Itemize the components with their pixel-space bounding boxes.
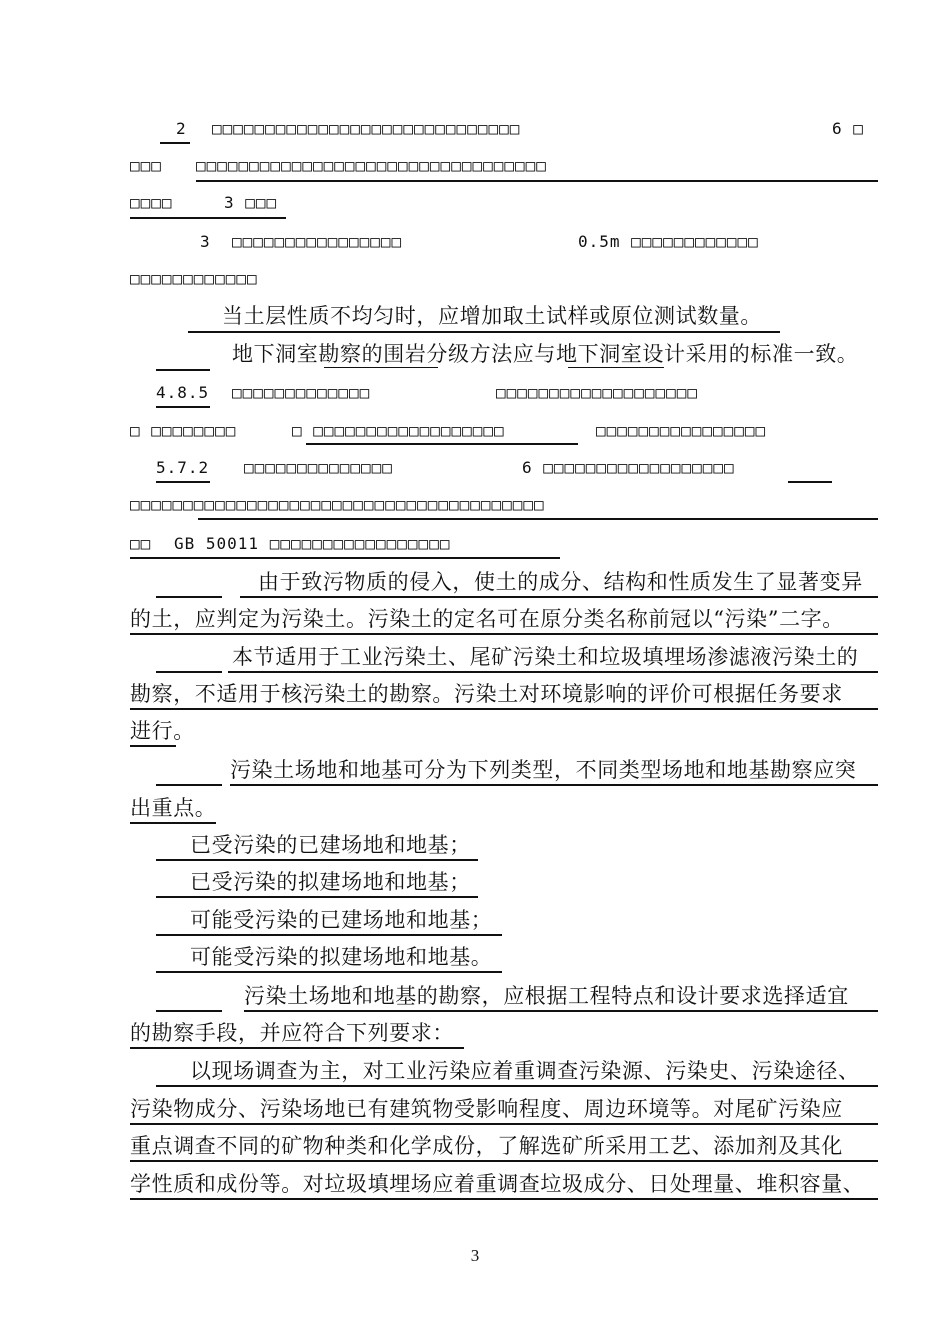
line-13-text: 由于致污物质的侵入，使土的成分、结构和性质发生了显著变异	[258, 570, 863, 594]
underline	[244, 1010, 878, 1012]
line-5-text: □□□□□□□□□□□□	[130, 269, 258, 288]
line-10-number: 5.7.2	[156, 458, 210, 477]
underline	[156, 406, 210, 408]
line-2-text: □□□□□□□□□□□□□□□□□□□□□□□□□□□□□□□□□	[196, 156, 547, 175]
underline	[130, 1047, 464, 1049]
underline	[130, 822, 216, 824]
underline	[240, 596, 878, 598]
underline	[188, 331, 780, 333]
line-8-number: 4.8.5	[156, 383, 210, 402]
line-3-text: 3 □□□	[224, 193, 278, 212]
underline	[156, 1010, 222, 1012]
line-1-text: □□□□□□□□□□□□□□□□□□□□□□□□□□□□□	[212, 119, 521, 138]
line-28-text: 重点调查不同的矿物种类和化学成份，了解选矿所采用工艺、添加剂及其化	[130, 1134, 843, 1158]
line-11-text: □□□□□□□□□□□□□□□□□□□□□□□□□□□□□□□□□□□□□□□	[130, 495, 545, 514]
underline	[324, 367, 438, 368]
underline	[156, 859, 478, 861]
line-12-text: GB 50011 □□□□□□□□□□□□□□□□□	[174, 534, 451, 553]
line-4-tail: 0.5m □□□□□□□□□□□□	[578, 232, 759, 251]
line-17-text: 进行。	[130, 719, 195, 743]
underline	[130, 557, 560, 559]
underline	[130, 1123, 878, 1125]
underline	[196, 180, 878, 182]
line-4-number: 3	[200, 232, 211, 251]
list-item: 已受污染的已建场地和地基；	[190, 833, 471, 857]
line-12-lead: □□	[130, 534, 152, 553]
line-2-lead: □□□	[130, 156, 162, 175]
list-item: 可能受污染的拟建场地和地基。	[190, 945, 493, 969]
underline	[130, 1198, 878, 1200]
line-9-lead: □ □□□□□□□□	[130, 421, 237, 440]
underline	[230, 784, 878, 786]
line-7-text: 地下洞室勘察的围岩分级方法应与地下洞室设计采用的标准一致。	[232, 342, 859, 366]
line-1-number: 2	[176, 119, 187, 138]
underline	[306, 443, 578, 445]
underline	[130, 1160, 878, 1162]
line-8-tail: □□□□□□□□□□□□□□□□□□□	[496, 383, 699, 402]
underline	[130, 633, 878, 635]
underline	[156, 369, 210, 371]
line-1-tail: 6 □	[832, 119, 864, 138]
line-16-text: 勘察，不适用于核污染土的勘察。污染土对环境影响的评价可根据任务要求	[130, 682, 843, 706]
underline	[156, 481, 210, 483]
line-9-text: □ □□□□□□□□□□□□□□□□□□	[292, 421, 505, 440]
line-25-text: 的勘察手段，并应符合下列要求：	[130, 1021, 454, 1045]
underline	[156, 596, 222, 598]
underline	[788, 481, 832, 483]
line-6-text: 当土层性质不均匀时，应增加取土试样或原位测试数量。	[222, 304, 762, 328]
line-14-text: 的土，应判定为污染土。污染土的定名可在原分类名称前冠以“污染”二字。	[130, 607, 844, 631]
line-10-tail: 6 □□□□□□□□□□□□□□□□□□	[522, 458, 735, 477]
line-29-text: 学性质和成份等。对垃圾填埋场应着重调查垃圾成分、日处理量、堆积容量、	[130, 1172, 865, 1196]
underline	[156, 784, 222, 786]
line-15-text: 本节适用于工业污染土、尾矿污染土和垃圾填埋场渗滤液污染土的	[232, 645, 859, 669]
line-18-text: 污染土场地和地基可分为下列类型，不同类型场地和地基勘察应突	[230, 758, 857, 782]
line-4-text: □□□□□□□□□□□□□□□□	[232, 232, 403, 251]
list-item: 已受污染的拟建场地和地基；	[190, 870, 471, 894]
line-9-tail: □□□□□□□□□□□□□□□□	[596, 421, 767, 440]
underline	[130, 217, 286, 219]
line-26-text: 以现场调查为主，对工业污染应着重调查污染源、污染史、污染途径、	[190, 1059, 860, 1083]
line-10-text: □□□□□□□□□□□□□□	[244, 458, 393, 477]
underline	[160, 142, 190, 144]
line-24-text: 污染土场地和地基的勘察，应根据工程特点和设计要求选择适宜	[244, 984, 849, 1008]
page-number: 3	[470, 1246, 480, 1265]
underline	[198, 518, 878, 520]
list-item: 可能受污染的已建场地和地基；	[190, 908, 493, 932]
line-3-lead: □□□□	[130, 193, 173, 212]
underline	[130, 708, 878, 710]
underline	[156, 1085, 878, 1087]
line-19-text: 出重点。	[130, 796, 217, 820]
underline	[156, 971, 502, 973]
underline	[156, 671, 222, 673]
line-8-text: □□□□□□□□□□□□□	[232, 383, 371, 402]
underline	[568, 367, 664, 368]
underline	[156, 896, 478, 898]
underline	[228, 671, 878, 673]
line-27-text: 污染物成分、污染场地已有建筑物受影响程度、周边环境等。对尾矿污染应	[130, 1097, 843, 1121]
underline	[156, 934, 502, 936]
underline	[130, 745, 176, 747]
